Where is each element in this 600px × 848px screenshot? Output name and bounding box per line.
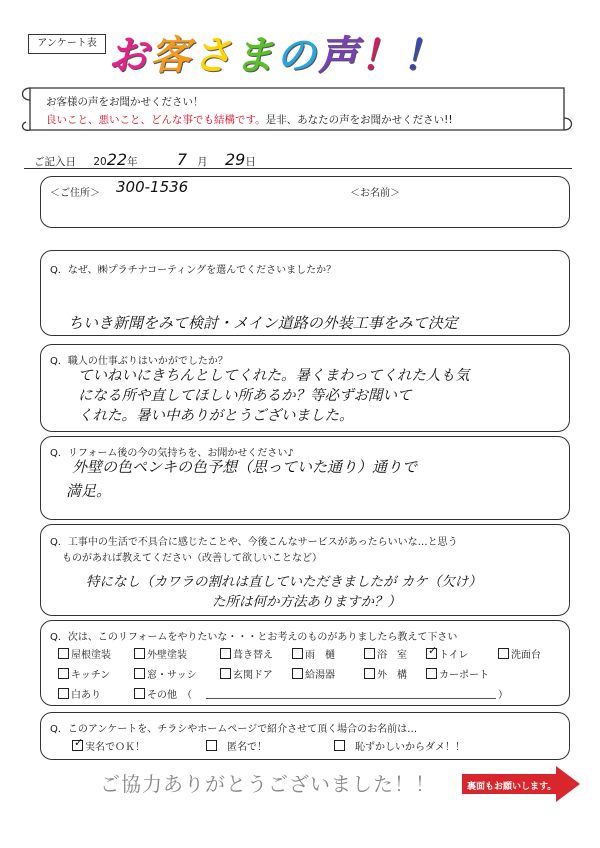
title-char: ま xyxy=(234,33,276,79)
q5-option-label: その他 （ xyxy=(147,690,192,701)
q5-option-label: 雨 樋 xyxy=(305,650,335,661)
date-month-suffix: 月 xyxy=(197,156,208,168)
title-char: お xyxy=(108,33,150,79)
q5-option[interactable] xyxy=(426,646,469,661)
q5-checkbox[interactable] xyxy=(498,648,509,659)
q4-question-line-2: ものがあれば教えてください（改善して欲しいことなど） xyxy=(62,553,322,564)
form-tag: アンケート表 xyxy=(28,34,106,54)
scroll-banner xyxy=(16,84,576,138)
title-char: 客 xyxy=(150,33,192,79)
check-mark-icon: ✓ xyxy=(428,644,438,657)
q5-option-label: 窓・サッシ xyxy=(147,670,197,681)
address-label: ＜ご住所＞ xyxy=(50,188,100,199)
q5-option[interactable] xyxy=(134,666,197,681)
q5-checkbox[interactable] xyxy=(134,668,145,679)
title-char: さ xyxy=(192,33,234,79)
title-char: ！ xyxy=(360,33,402,79)
title-char: の xyxy=(276,33,318,79)
page-title xyxy=(108,24,444,81)
q5-checkbox[interactable] xyxy=(58,688,69,699)
title-char: 声 xyxy=(318,33,360,79)
q6-question: Q．このアンケートを、チラシやホームページで紹介させて頂く場合のお名前は… xyxy=(50,724,418,735)
q2-answer-line-1: ていねいにきちんとしてくれた。暑くまわってくれた人も気 xyxy=(78,368,470,384)
intro-line-2-red: 良いこと、悪いこと、どんな事でも結構です。 xyxy=(46,114,266,126)
q5-checkbox[interactable] xyxy=(220,648,231,659)
q1-question: Q．なぜ、㈱プラチナコーティングを選んでくださいましたか？ xyxy=(50,265,337,276)
q5-option-label: 洗面台 xyxy=(511,650,541,661)
q4-question-line-1: Q．工事中の生活で不具合に感じたことや、今後こんなサービスがあったらいいな…と思う xyxy=(50,537,458,548)
intro-line-1: お客様の声をお聞かせください！ xyxy=(46,96,204,108)
q6-option-label: 恥ずかしいからダメ！！ xyxy=(355,742,465,753)
check-mark-icon: ✓ xyxy=(74,736,84,749)
q5-question: Q．次は、このリフォームをやりたいな・・・とお考えのものがありましたら教えて下さい xyxy=(50,632,458,643)
q5-checkbox[interactable] xyxy=(220,668,231,679)
q5-checkbox[interactable] xyxy=(58,668,69,679)
q2-question: Q．職人の仕事ぶりはいかがでしたか？ xyxy=(50,356,228,367)
q2-answer-line-2: になる所や直してほしい所あるか？等必ずお聞いて xyxy=(78,388,412,404)
q5-checkbox[interactable] xyxy=(426,644,438,659)
q5-option-label: 玄関ドア xyxy=(233,670,273,681)
q4-answer-line-2: た所は何か方法ありますか？） xyxy=(212,594,401,610)
q5-option-label: カーポート xyxy=(439,670,489,681)
q5-option-label: トイレ xyxy=(439,650,469,661)
q3-question: Q．リフォーム後の今の気持ちを、お聞かせください♪ xyxy=(50,448,294,459)
q5-checkbox[interactable] xyxy=(426,668,437,679)
intro-line-2 xyxy=(46,112,453,127)
q6-option-no[interactable] xyxy=(334,738,465,753)
q5-checkbox[interactable] xyxy=(58,648,69,659)
q1-answer: ちいき新聞をみて検討・メイン道路の外装工事をみて決定 xyxy=(68,314,458,332)
q5-option[interactable] xyxy=(58,646,111,661)
q5-other-line xyxy=(206,698,496,699)
q5-option-label: 外 構 xyxy=(377,670,407,681)
back-page-note: 裏面もお願いします。 xyxy=(467,782,557,792)
q6-option-anonymous[interactable] xyxy=(206,738,267,753)
date-year-suffix: 年 xyxy=(127,156,138,168)
q5-option-label: 外壁塗装 xyxy=(147,650,187,661)
q5-option-label: 屋根塗装 xyxy=(71,650,111,661)
address-value: 300-1536 xyxy=(116,178,189,196)
q6-checkbox-real-name[interactable] xyxy=(72,736,84,751)
q5-option[interactable] xyxy=(58,686,101,701)
q5-option-label: キッチン xyxy=(71,670,111,681)
date-day: 29 xyxy=(224,150,246,169)
q6-option-label: 匿名で！ xyxy=(227,742,267,753)
q5-option[interactable] xyxy=(220,646,273,661)
date-month: 7 xyxy=(176,150,188,169)
thanks-message: ご協力ありがとうございました！！ xyxy=(100,772,436,796)
q2-answer-line-3: くれた。暑い中ありがとうございました。 xyxy=(78,408,354,424)
q5-option[interactable] xyxy=(134,646,187,661)
q5-option[interactable] xyxy=(498,646,541,661)
q3-answer-line-1: 外壁の色ペンキの色予想（思っていた通り）通りで xyxy=(72,458,418,476)
q5-option-label: 葺き替え xyxy=(233,650,273,661)
date-day-suffix: 日 xyxy=(245,156,256,168)
q5-option-label: 白あり xyxy=(71,690,101,701)
q5-checkbox[interactable] xyxy=(134,688,145,699)
q5-option[interactable] xyxy=(364,666,407,681)
q5-checkbox[interactable] xyxy=(134,648,145,659)
q5-checkbox[interactable] xyxy=(364,668,375,679)
q4-answer-line-1: 特になし（カワラの割れは直していただきましたが カケ（欠け） xyxy=(86,574,482,590)
q6-checkbox-no[interactable] xyxy=(334,740,345,751)
q5-checkbox[interactable] xyxy=(364,648,375,659)
q6-option-real-name[interactable] xyxy=(72,738,145,753)
q5-option-label: 給湯器 xyxy=(305,670,335,681)
date-underline xyxy=(24,168,572,169)
name-label: ＜お名前＞ xyxy=(350,188,400,199)
q5-option[interactable] xyxy=(134,686,192,701)
q6-option-label: 実名でＯＫ！ xyxy=(85,742,145,753)
q5-option[interactable] xyxy=(364,646,407,661)
q5-checkbox[interactable] xyxy=(292,668,303,679)
q5-option[interactable] xyxy=(220,666,273,681)
q5-option[interactable] xyxy=(292,646,335,661)
q5-option[interactable] xyxy=(58,666,110,681)
q3-answer-line-2: 満足。 xyxy=(66,482,112,500)
q5-option[interactable] xyxy=(426,666,489,681)
date-year: 22 xyxy=(106,150,128,169)
date-label: ご記入日 xyxy=(34,156,76,168)
q6-checkbox-anonymous[interactable] xyxy=(206,740,217,751)
intro-line-2-rest: 是非、あなたの声をお聞かせください!! xyxy=(265,114,453,126)
date-era: 20 xyxy=(93,156,107,168)
q5-other-close: ） xyxy=(498,690,508,701)
q5-option-label: 浴 室 xyxy=(377,650,407,661)
q5-checkbox[interactable] xyxy=(292,648,303,659)
entry-date xyxy=(34,150,256,169)
q5-option[interactable] xyxy=(292,666,335,681)
title-char: ！ xyxy=(402,33,444,79)
